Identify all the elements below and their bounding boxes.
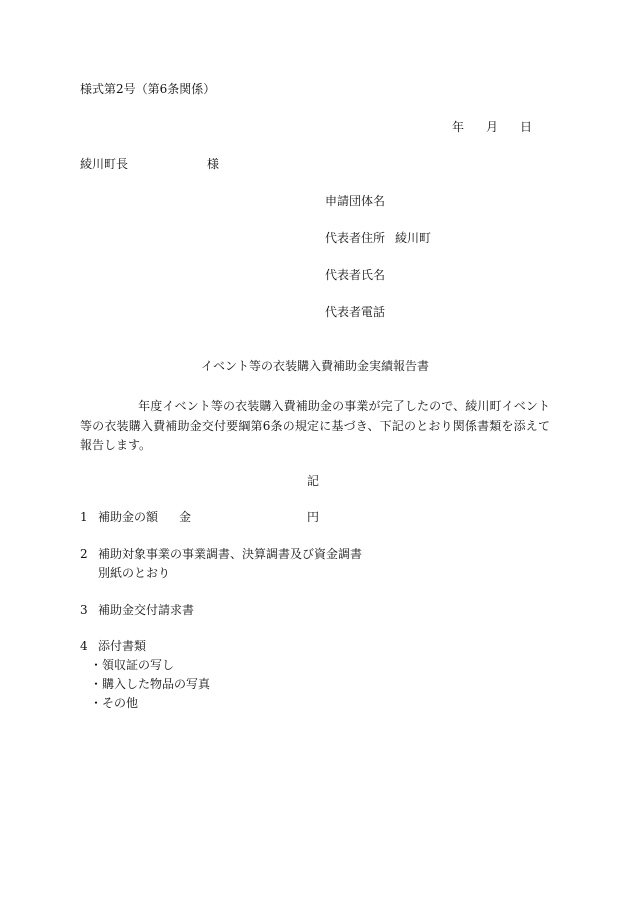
item-2 [80,546,362,562]
item-4-label: 添付書類 [98,639,147,653]
form-number: 様式第2号（第6条関係） [80,82,216,96]
item-4-subitem: ・その他 [90,696,139,710]
date-year-label: 年 [452,120,465,134]
item-1-amount-unit: 円 [307,510,320,524]
item-2-sub: 別紙のとおり [98,566,171,580]
addressee-honorific: 様 [207,157,220,171]
ki-heading: 記 [307,474,320,488]
date-day-label: 日 [520,120,533,134]
item-3-label: 補助金交付請求書 [98,603,195,617]
item-1-number: 1 [80,510,88,524]
item-4-number: 4 [80,639,88,653]
applicant-address-label: 代表者住所 [325,231,386,245]
date-month-label: 月 [486,120,499,134]
body-text: 年度イベント等の衣装購入費補助金の事業が完了したので、綾川町イベント等の衣装購入費補助金交付要綱第6条の規定に基づき、下記のとおり関係書類を添えて報告します。 [80,399,550,452]
applicant-address-value: 綾川町 [395,231,432,245]
applicant-address-row [325,230,431,246]
body-paragraph [80,397,550,456]
applicant-org-label: 申請団体名 [325,194,386,208]
item-2-number: 2 [80,547,88,561]
item-2-label: 補助対象事業の事業調書、決算調書及び資金調書 [98,547,363,561]
item-1 [80,509,158,525]
item-4-subitem: ・領収証の写し [90,658,175,672]
item-4-subitem: ・購入した物品の写真 [90,677,211,691]
item-4 [80,638,146,654]
item-3 [80,602,194,618]
item-3-number: 3 [80,603,88,617]
applicant-name-label: 代表者氏名 [325,268,386,282]
item-1-amount-prefix: 金 [179,510,192,524]
addressee-name: 綾川町長 [80,157,129,171]
document-title: イベント等の衣装購入費補助金実績報告書 [201,359,430,373]
date-line [452,119,534,135]
item-1-label: 補助金の額 [98,510,159,524]
applicant-phone-label: 代表者電話 [325,305,386,319]
